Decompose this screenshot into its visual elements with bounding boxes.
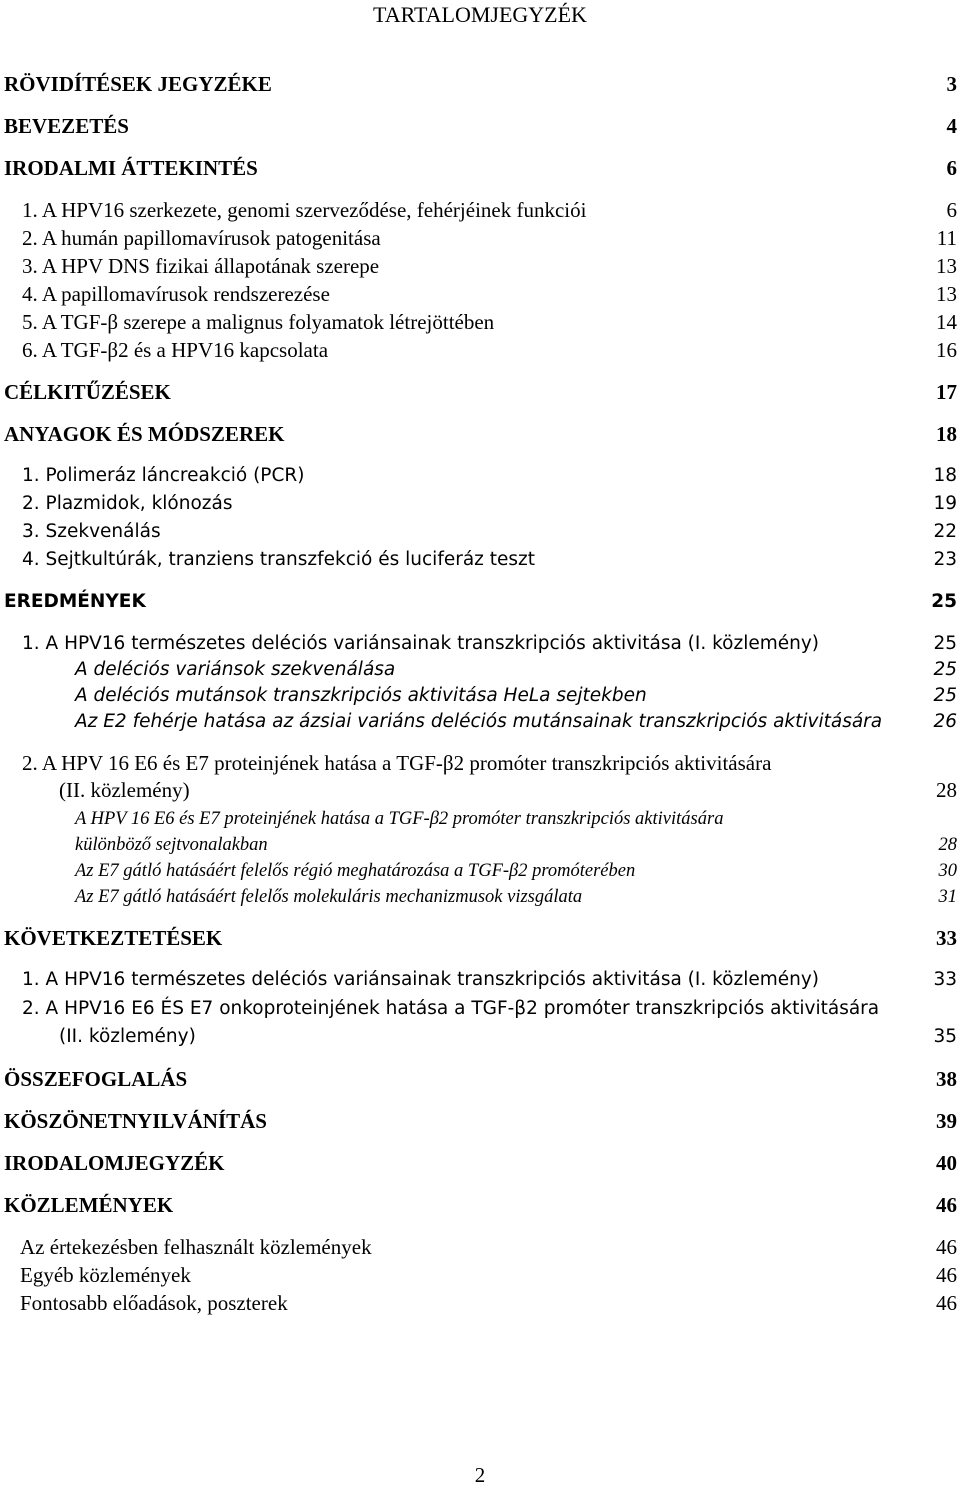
toc-page-number: 23 [933, 549, 957, 570]
toc-entry-text: 2. A HPV 16 E6 és E7 proteinjének hatása a TGF-β2 promóter transzkripciós aktivitására [22, 751, 772, 775]
toc-page-number: 25 [933, 685, 957, 706]
toc-entry[interactable] [0, 281, 960, 307]
toc-page-number: 14 [936, 310, 957, 334]
toc-heading-references[interactable] [0, 1150, 960, 1176]
toc-entry-text: Az értekezésben felhasznált közlemények [20, 1235, 372, 1259]
toc-entry-text: 3. Szekvenálás [22, 521, 161, 542]
toc-page-number: 46 [936, 1291, 957, 1315]
toc-heading-results[interactable] [0, 589, 960, 615]
toc-page-number: 25 [931, 591, 957, 612]
toc-entry-text: A HPV 16 E6 és E7 proteinjének hatása a TGF-β2 promóter transzkripciós aktivitására [75, 809, 724, 829]
toc-subentry[interactable] [0, 709, 960, 735]
toc-entry-text: KÖSZÖNETNYILVÁNÍTÁS [4, 1109, 267, 1133]
toc-page-number: 26 [933, 711, 957, 732]
toc-entry[interactable] [0, 491, 960, 517]
toc-entry-text: A deléciós mutánsok transzkripciós aktivitása HeLa sejtekben [75, 685, 647, 706]
toc-entry-text: 2. A humán papillomavírusok patogenitása [22, 226, 381, 250]
toc-entry-text: 1. Polimeráz láncreakció (PCR) [22, 465, 305, 486]
toc-page-number: 6 [946, 198, 957, 222]
toc-entry-text: KÖZLEMÉNYEK [4, 1193, 174, 1217]
toc-page-number: 13 [936, 282, 957, 306]
toc-entry[interactable] [0, 309, 960, 335]
toc-subentry[interactable] [0, 884, 960, 910]
toc-entry-text: 2. A HPV16 E6 ÉS E7 onkoproteinjének hatása a TGF-β2 promóter transzkripciós aktivitására [22, 998, 880, 1019]
toc-entry-text: ANYAGOK ÉS MÓDSZEREK [4, 422, 285, 446]
toc-entry-text: CÉLKITŰZÉSEK [4, 380, 171, 404]
page-number: 2 [474, 1463, 486, 1487]
toc-entry-continuation[interactable] [0, 777, 960, 803]
toc-heading-introduction[interactable] [0, 113, 960, 139]
toc-page-number: 28 [936, 778, 957, 802]
toc-page-number: 38 [936, 1067, 957, 1091]
toc-entry-continuation[interactable] [0, 1024, 960, 1050]
toc-page-number: 31 [938, 887, 957, 907]
toc-entry[interactable] [0, 996, 960, 1022]
toc-entry-text: ÖSSZEFOGLALÁS [4, 1067, 188, 1091]
toc-subentry[interactable] [0, 858, 960, 884]
toc-page-number: 39 [936, 1109, 957, 1133]
toc-subentry[interactable] [0, 657, 960, 683]
toc-entry[interactable] [0, 547, 960, 573]
toc-page-number: 25 [933, 659, 957, 680]
toc-entry-text: Az E2 fehérje hatása az ázsiai variáns deléciós mutánsainak transzkripciós aktivitására [75, 711, 883, 732]
toc-entry[interactable] [0, 337, 960, 363]
toc-page-number: 46 [936, 1235, 957, 1259]
toc-entry-text: Az E7 gátló hatásáért felelős régió meghatározása a TGF-β2 promóterében [75, 861, 636, 881]
toc-page-number: 28 [938, 835, 957, 855]
toc-page-number: 13 [936, 254, 957, 278]
toc-page-number: 35 [933, 1026, 957, 1047]
toc-entry-text: 2. Plazmidok, klónozás [22, 493, 233, 514]
toc-entry[interactable] [0, 1290, 960, 1316]
toc-entry[interactable] [0, 631, 960, 657]
toc-page-number: 46 [936, 1263, 957, 1287]
toc-entry-text: (II. közlemény) [59, 1026, 196, 1047]
toc-entry-text: 1. A HPV16 természetes deléciós variánsainak transzkripciós aktivitása (I. közlemény) [22, 633, 820, 654]
toc-entry[interactable] [0, 967, 960, 993]
toc-page-number: 40 [936, 1151, 957, 1175]
toc-page-number: 17 [936, 380, 957, 404]
toc-heading-methods[interactable] [0, 421, 960, 447]
toc-page-number: 18 [933, 465, 957, 486]
toc-entry[interactable] [0, 519, 960, 545]
toc-heading-acknowledgements[interactable] [0, 1108, 960, 1134]
toc-entry-text: 1. A HPV16 szerkezete, genomi szerveződése, fehérjéinek funkciói [22, 198, 587, 222]
toc-entry-text: 1. A HPV16 természetes deléciós variánsainak transzkripciós aktivitása (I. közlemény) [22, 969, 820, 990]
toc-page-number: 6 [946, 156, 957, 180]
toc-entry-text: Az E7 gátló hatásáért felelős molekuláris mechanizmusok vizsgálata [75, 887, 583, 907]
toc-page-number: 30 [938, 861, 957, 881]
toc-entry[interactable] [0, 197, 960, 223]
toc-entry-text: 4. A papillomavírusok rendszerezése [22, 282, 330, 306]
page-title: TARTALOMJEGYZÉK [373, 2, 587, 27]
toc-page-number: 11 [936, 226, 957, 250]
toc-entry-text: IRODALMI ÁTTEKINTÉS [4, 156, 258, 180]
toc-page-number: 22 [933, 521, 957, 542]
toc-subentry[interactable] [0, 806, 960, 832]
toc-heading-summary[interactable] [0, 1066, 960, 1092]
toc-entry-text: Egyéb közlemények [20, 1263, 191, 1287]
toc-entry-text: EREDMÉNYEK [4, 591, 146, 612]
toc-entry[interactable] [0, 1234, 960, 1260]
toc-entry-text: 3. A HPV DNS fizikai állapotának szerepe [22, 254, 380, 278]
toc-page-number: 33 [933, 969, 957, 990]
toc-entry[interactable] [0, 225, 960, 251]
toc-page-number: 16 [936, 338, 957, 362]
toc-heading-abbreviations[interactable] [0, 71, 960, 97]
toc-heading-objectives[interactable] [0, 379, 960, 405]
toc-entry-text: különböző sejtvonalakban [75, 835, 268, 855]
toc-entry[interactable] [0, 750, 960, 776]
toc-page-number: 33 [936, 926, 957, 950]
toc-entry-text: 5. A TGF-β szerepe a malignus folyamatok létrejöttében [22, 310, 495, 334]
toc-page-number: 3 [946, 72, 957, 96]
toc-entry-text: (II. közlemény) [59, 778, 190, 802]
toc-page-number: 25 [933, 633, 957, 654]
toc-entry-text: Fontosabb előadások, poszterek [20, 1291, 288, 1315]
toc-entry[interactable] [0, 463, 960, 489]
toc-heading-conclusions[interactable] [0, 925, 960, 951]
toc-entry-text: KÖVETKEZTETÉSEK [4, 926, 223, 950]
toc-entry-text: BEVEZETÉS [4, 114, 129, 138]
toc-entry[interactable] [0, 253, 960, 279]
toc-page-number: 46 [936, 1193, 957, 1217]
toc-subentry-continuation[interactable] [0, 832, 960, 858]
toc-subentry[interactable] [0, 683, 960, 709]
toc-entry-text: 6. A TGF-β2 és a HPV16 kapcsolata [22, 338, 329, 362]
toc-heading-publications[interactable] [0, 1192, 960, 1218]
toc-page-number: 19 [933, 493, 957, 514]
toc-entry-text: 4. Sejtkultúrák, tranziens transzfekció és luciferáz teszt [22, 549, 535, 570]
toc-entry-text: RÖVIDÍTÉSEK JEGYZÉKE [4, 72, 272, 96]
toc-entry-text: A deléciós variánsok szekvenálása [75, 659, 396, 680]
toc-entry-text: IRODALOMJEGYZÉK [4, 1151, 225, 1175]
toc-page-number: 18 [936, 422, 957, 446]
toc-entry[interactable] [0, 1262, 960, 1288]
toc-page-number: 4 [946, 114, 957, 138]
toc-heading-literature[interactable] [0, 155, 960, 181]
